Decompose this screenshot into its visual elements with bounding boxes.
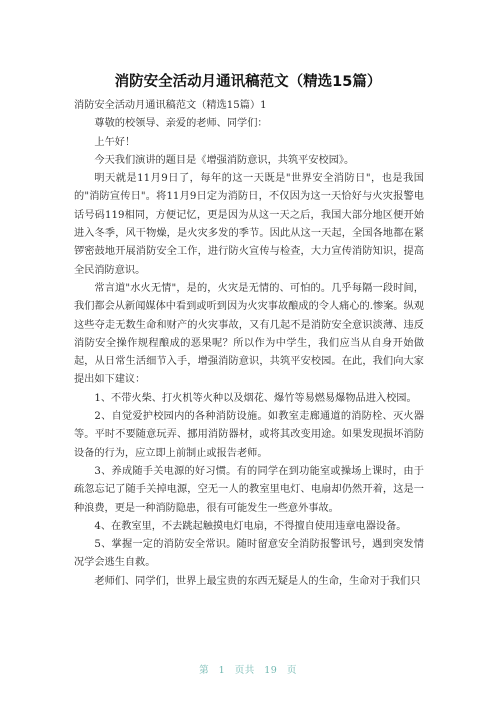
body-paragraph: 2、自觉爱护校园内的各种消防设施。如教室走廊通道的消防栓、灭火器等。平时不要随意玩弄、挪用消防器材，或将其改变用途。如果发现损坏消防设备的行为，应立即上前制止或报告老师。	[74, 411, 424, 459]
page-footer	[0, 665, 496, 677]
body-paragraph: 明天就是11月9日了，每年的这一天既是"世界安全消防日"，也是我国的"消防宣传日"。将11月9日定为消防日，不仅因为这一天恰好与火灾报警电话号码119相同，方便记忆，更是因为从这一天之后，我国大部分地区便开始进入冬季，风干物燥，是火灾多发的季节。因此从这一天起，全国各地都在紧锣密鼓地开展消防安全工作，进行防火宣传与检查，大力宣传消防知识，提高全民消防意识。	[74, 173, 424, 276]
document-title: 消防安全活动月通讯稿范文（精选15篇）	[114, 74, 382, 90]
body-paragraph: 消防安全活动月通讯稿范文（精选15篇）1	[74, 100, 267, 111]
footer-suffix: 页	[286, 665, 297, 676]
footer-prefix: 第	[199, 665, 210, 676]
body-paragraph: 4、在教室里，不去跳起触摸电灯电扇，不得擅自使用违章电器设备。	[94, 520, 407, 532]
footer-mid: 页共	[234, 665, 255, 676]
body-paragraph: 3、养成随手关电源的好习惯。有的同学在到功能室或操场上课时，由于疏忽忘记了随手关掉电源，空无一人的教室里电灯、电扇却仍然开着，这是一种浪费，更是一种消防隐患，很有可能发生一些意外事故。	[74, 465, 424, 514]
body-paragraph: 上午好！	[94, 136, 136, 148]
body-paragraph: 5、掌握一定的消防安全常识。随时留意安全消防报警讯号，遇到突发情况学会逃生自救。	[74, 539, 424, 569]
body-paragraph: 今天我们演讲的题目是《增强消防意识，共筑平安校园》。	[94, 154, 355, 166]
footer-total-pages: 19	[264, 665, 278, 676]
footer-current-page: 1	[218, 665, 226, 676]
body-paragraph: 尊敬的校领导、亲爱的老师、同学们：	[94, 118, 268, 130]
body-paragraph: 1、不带火柴、打火机等火种以及烟花、爆竹等易燃易爆物品进入校园。	[94, 392, 417, 404]
document-body	[74, 97, 424, 591]
body-paragraph: 老师们、同学们，世界上最宝贵的东西无疑是人的生命，生命对于我们只	[94, 575, 421, 587]
body-paragraph: 常言道"水火无情"，是的，火灾是无情的、可怕的。几乎每隔一段时间，我们都会从新闻媒体中看到或听到因为火灾事故酿成的令人痛心的.惨案。纵观这些夺走无数生命和财产的火灾事故，又有几起不是消防安全意识淡薄、违反消防安全操作规程酿成的恶果呢？所以作为中学生，我们应当从自身开始做起，从日常生活细节入手，增强消防意识，共筑平安校园。在此，我们向大家提出如下建议：	[74, 282, 424, 386]
